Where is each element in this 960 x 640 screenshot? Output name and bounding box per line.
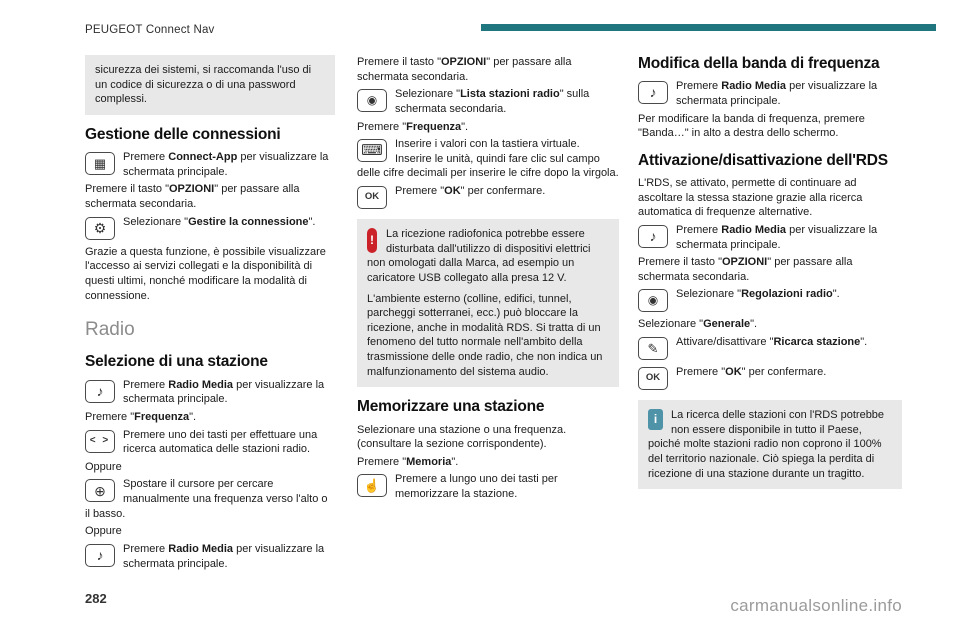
warning-icon: ! [367, 228, 377, 253]
body-text: Premere "Memoria". [357, 455, 459, 468]
instruction-text: Premere uno dei tasti per effettuare una ricerca automatica delle stazioni radio. [123, 428, 318, 456]
instruction-text: Premere Radio Media per visualizzare la schermata principale. [676, 80, 878, 107]
body-text: Oppure [85, 460, 122, 473]
instruction-step [85, 215, 335, 242]
instruction-step [638, 223, 902, 252]
page-number: 282 [85, 591, 107, 606]
seek-arrows-icon: < > [85, 430, 115, 453]
column-middle [357, 55, 619, 505]
ok-button-icon: OK [357, 186, 387, 209]
info-icon: i [648, 409, 663, 430]
info-text: La ricerca delle stazioni con l'RDS potrebbe non essere disponibile in tutto il Paese, poiché molte stazioni radio non coprono il 100% del territorio nazionale. Ciò spiega la perdita di ricezione di una stazione durante un tragitto. [648, 409, 885, 480]
heading-selezione-stazione: Selezione di una stazione [85, 353, 268, 371]
connect-app-icon: ▦ [85, 152, 115, 175]
instruction-step [85, 428, 335, 457]
instruction-step [85, 150, 335, 179]
instruction-text: Premere "OK" per confermare. [395, 185, 546, 197]
radio-settings-icon: ◉ [638, 289, 668, 312]
keypad-icon: ⌨ [357, 139, 387, 162]
music-note-icon: ♪ [85, 380, 115, 403]
tuner-icon: ⊕ [85, 479, 115, 502]
instruction-step [638, 365, 902, 392]
instruction-text: Premere Radio Media per visualizzare la schermata principale. [676, 223, 878, 251]
page-header-title: PEUGEOT Connect Nav [85, 24, 215, 36]
gear-icon: ⚙ [85, 217, 115, 240]
instruction-text: Selezionare "Regolazioni radio". [676, 288, 840, 301]
body-text: Selezionare "Generale". [638, 318, 758, 331]
column-left [85, 55, 335, 574]
body-text: Per modificare la banda di frequenza, premere "Banda…" in alto a destra dello schermo. [638, 112, 865, 140]
heading-attivazione-rds: Attivazione/disattivazione dell'RDS [638, 151, 888, 169]
body-text: Selezionare una stazione o una frequenza. (consultare la sezione corrispondente). [357, 423, 567, 451]
warning-box [357, 219, 619, 387]
body-text: Premere il tasto "OPZIONI" per passare alla schermata secondaria. [638, 256, 853, 283]
instruction-step [638, 335, 902, 362]
instruction-step [357, 184, 619, 211]
instruction-text: Premere Radio Media per visualizzare la schermata principale. [123, 378, 325, 406]
long-press-icon: ☝ [357, 474, 387, 497]
instruction-step [357, 137, 619, 181]
body-text: Premere il tasto "OPZIONI" per passare alla schermata secondaria. [85, 183, 300, 211]
body-text: Premere "Frequenza". [357, 120, 469, 133]
instruction-text: Selezionare "Gestire la connessione". [123, 215, 316, 228]
body-text: Premere il tasto "OPZIONI" per passare alla schermata secondaria. [357, 56, 572, 83]
warning-text: L'ambiente esterno (colline, edifici, tunnel, parcheggi sotterranei, ecc.) può bloccare la ricezione, anche in modalità RDS. Si tratta di un fenomeno del tutto normale nell'ambito della trasmissione delle onde radio, che non indica un malfunzionamento del sistema audio. [367, 292, 603, 378]
music-note-icon: ♪ [638, 81, 668, 104]
body-text: L'RDS, se attivato, permette di continuare ad ascoltare la stessa stazione grazie alla ricerca automatica di frequenze alternative. [638, 177, 863, 219]
instruction-text: Attivare/disattivare "Ricarca stazione". [676, 336, 868, 349]
instruction-step [85, 477, 335, 521]
body-text: Premere "Frequenza". [85, 410, 197, 423]
body-text: Oppure [85, 525, 122, 538]
instruction-text: Selezionare "Lista stazioni radio" sulla schermata secondaria. [395, 88, 590, 115]
instruction-step [357, 472, 619, 501]
body-text: Grazie a questa funzione, è possibile visualizzare l'accesso ai servizi collegati e la disponibilità di questi ultimi, nonché modificare la modalità di connessione. [85, 245, 326, 302]
column-right [638, 55, 902, 497]
note-box: sicurezza dei sistemi, si raccomanda l'uso di un codice di sicurezza o di una password complessi. [85, 55, 335, 115]
instruction-text: Premere a lungo uno dei tasti per memorizzare la stazione. [395, 473, 558, 501]
watermark: carmanualsonline.info [730, 596, 902, 615]
header-accent-bar [481, 24, 936, 31]
station-list-icon: ◉ [357, 89, 387, 112]
instruction-step [85, 542, 335, 571]
heading-modifica-banda: Modifica della banda di frequenza [638, 55, 880, 72]
ok-button-icon: OK [638, 367, 668, 390]
instruction-text: Premere "OK" per confermare. [676, 366, 827, 379]
warning-text: La ricezione radiofonica potrebbe essere disturbata dall'utilizzo di dispositivi elettrici non omologati dalla Marca, ad esempio un caricatore USB collegato alla presa 12 V. [367, 228, 591, 284]
instruction-step [357, 87, 619, 116]
edit-icon: ✎ [638, 337, 668, 360]
heading-gestione-connessioni: Gestione delle connessioni [85, 125, 281, 143]
instruction-step [638, 287, 902, 314]
music-note-icon: ♪ [638, 225, 668, 248]
instruction-step [638, 79, 902, 108]
instruction-text: Premere Radio Media per visualizzare la schermata principale. [123, 542, 325, 570]
info-box [638, 400, 902, 489]
heading-memorizzare-stazione: Memorizzare una stazione [357, 398, 545, 416]
instruction-text: Premere Connect-App per visualizzare la schermata principale. [123, 151, 329, 178]
music-note-icon: ♪ [85, 544, 115, 567]
instruction-step [85, 378, 335, 407]
heading-radio: Radio [85, 319, 135, 341]
instruction-text: Inserire i valori con la tastiera virtuale. Inserire le unità, quindi fare clic sul campo delle cifre decimali per inserire le cifre dopo la virgola. [357, 138, 619, 180]
instruction-text: Spostare il cursore per cercare manualmente una frequenza verso l'alto o il basso. [85, 478, 328, 520]
